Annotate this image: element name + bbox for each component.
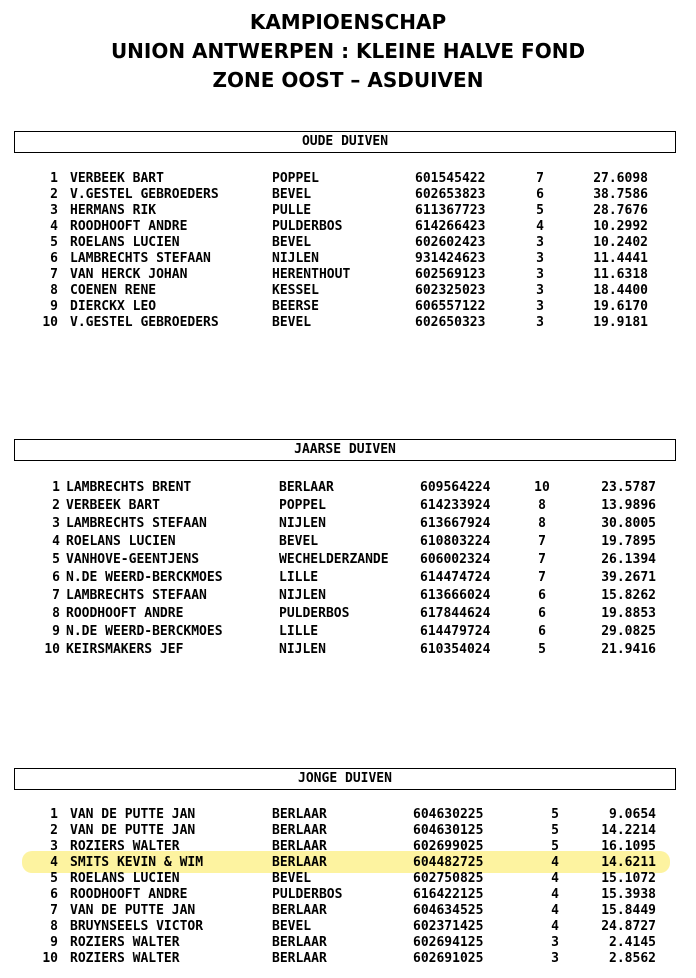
fancier-name-cell: LAMBRECHTS STEFAAN xyxy=(66,516,207,531)
table-row xyxy=(0,919,696,935)
place-cell: BERLAAR xyxy=(279,480,334,495)
rank-cell: 9 xyxy=(50,935,58,950)
points-cell: 18.4400 xyxy=(593,283,648,298)
rank-cell: 6 xyxy=(50,887,58,902)
fancier-name-cell: VERBEEK BART xyxy=(66,498,160,513)
rank-cell: 8 xyxy=(50,283,58,298)
ring-number-cell: 604630125 xyxy=(413,823,484,838)
section-title-jonge-duiven: JONGE DUIVEN xyxy=(14,768,676,790)
rank-cell: 7 xyxy=(50,903,58,918)
ring-number-cell: 606557122 xyxy=(415,299,486,314)
table-row xyxy=(0,533,696,551)
ring-number-cell: 602694125 xyxy=(413,935,484,950)
place-cell: PULDERBOS xyxy=(272,887,343,902)
fancier-name-cell: V.GESTEL GEBROEDERS xyxy=(70,315,219,330)
points-cell: 14.6211 xyxy=(601,855,656,870)
header-line-3: ZONE OOST – ASDUIVEN xyxy=(212,68,484,92)
place-cell: BERLAAR xyxy=(272,839,327,854)
fancier-name-cell: VANHOVE-GEENTJENS xyxy=(66,552,200,567)
prize-count-cell: 4 xyxy=(551,919,559,934)
prize-count-cell: 7 xyxy=(538,570,546,585)
table-row xyxy=(0,551,696,569)
table-row xyxy=(0,479,696,497)
ring-number-cell: 602691025 xyxy=(413,951,484,966)
prize-count-cell: 5 xyxy=(536,203,544,218)
rank-cell: 1 xyxy=(50,171,58,186)
ring-number-cell: 614233924 xyxy=(420,498,491,513)
points-cell: 24.8727 xyxy=(601,919,656,934)
rank-cell: 9 xyxy=(50,299,58,314)
rank-cell: 10 xyxy=(42,315,58,330)
header-line-2: UNION ANTWERPEN : KLEINE HALVE FOND xyxy=(110,39,586,63)
place-cell: NIJLEN xyxy=(279,516,326,531)
place-cell: LILLE xyxy=(279,570,319,585)
place-cell: BEVEL xyxy=(272,315,312,330)
rank-cell: 3 xyxy=(50,203,58,218)
prize-count-cell: 7 xyxy=(538,552,546,567)
place-cell: BERLAAR xyxy=(272,903,327,918)
place-cell: BEVEL xyxy=(272,187,312,202)
place-cell: PULLE xyxy=(272,203,312,218)
prize-count-cell: 5 xyxy=(538,642,546,657)
place-cell: BERLAAR xyxy=(272,823,327,838)
rank-cell: 5 xyxy=(50,235,58,250)
table-row xyxy=(0,497,696,515)
rank-cell: 9 xyxy=(52,624,60,639)
rank-cell: 1 xyxy=(52,480,60,495)
table-row xyxy=(0,235,696,251)
fancier-name-cell: ROELANS LUCIEN xyxy=(70,871,180,886)
place-cell: WECHELDERZANDE xyxy=(279,552,389,567)
header-line-1: KAMPIOENSCHAP xyxy=(249,10,447,34)
rank-cell: 8 xyxy=(50,919,58,934)
table-row xyxy=(0,903,696,919)
place-cell: BERLAAR xyxy=(272,951,327,966)
prize-count-cell: 10 xyxy=(534,480,550,495)
prize-count-cell: 5 xyxy=(551,839,559,854)
points-cell: 28.7676 xyxy=(593,203,648,218)
rank-cell: 10 xyxy=(42,951,58,966)
ring-number-cell: 602371425 xyxy=(413,919,484,934)
table-row xyxy=(0,267,696,283)
prize-count-cell: 4 xyxy=(551,871,559,886)
table-row xyxy=(0,299,696,315)
prize-count-cell: 3 xyxy=(536,235,544,250)
rank-cell: 8 xyxy=(52,606,60,621)
rank-cell: 2 xyxy=(50,823,58,838)
points-cell: 26.1394 xyxy=(601,552,656,567)
place-cell: POPPEL xyxy=(279,498,326,513)
prize-count-cell: 6 xyxy=(536,187,544,202)
ring-number-cell: 602602423 xyxy=(415,235,486,250)
prize-count-cell: 3 xyxy=(551,935,559,950)
place-cell: BERLAAR xyxy=(272,807,327,822)
rank-cell: 2 xyxy=(52,498,60,513)
fancier-name-cell: BRUYNSEELS VICTOR xyxy=(70,919,204,934)
rank-cell: 4 xyxy=(52,534,60,549)
fancier-name-cell: DIERCKX LEO xyxy=(70,299,157,314)
ring-number-cell: 604634525 xyxy=(413,903,484,918)
prize-count-cell: 8 xyxy=(538,498,546,513)
table-row xyxy=(0,855,696,871)
section-title-oude-duiven: OUDE DUIVEN xyxy=(14,131,676,153)
table-oude-duiven xyxy=(0,171,696,331)
table-row xyxy=(0,315,696,331)
ring-number-cell: 604630225 xyxy=(413,807,484,822)
rank-cell: 3 xyxy=(52,516,60,531)
table-row xyxy=(0,871,696,887)
fancier-name-cell: V.GESTEL GEBROEDERS xyxy=(70,187,219,202)
points-cell: 27.6098 xyxy=(593,171,648,186)
points-cell: 38.7586 xyxy=(593,187,648,202)
prize-count-cell: 8 xyxy=(538,516,546,531)
prize-count-cell: 6 xyxy=(538,624,546,639)
fancier-name-cell: COENEN RENE xyxy=(70,283,157,298)
place-cell: BEVEL xyxy=(272,919,312,934)
fancier-name-cell: VAN HERCK JOHAN xyxy=(70,267,188,282)
place-cell: PULDERBOS xyxy=(272,219,343,234)
ring-number-cell: 611367723 xyxy=(415,203,486,218)
place-cell: KESSEL xyxy=(272,283,319,298)
ring-number-cell: 613667924 xyxy=(420,516,491,531)
table-row xyxy=(0,641,696,659)
fancier-name-cell: VAN DE PUTTE JAN xyxy=(70,807,196,822)
points-cell: 14.2214 xyxy=(601,823,656,838)
ring-number-cell: 602325023 xyxy=(415,283,486,298)
prize-count-cell: 4 xyxy=(536,219,544,234)
fancier-name-cell: N.DE WEERD-BERCKMOES xyxy=(66,570,223,585)
ring-number-cell: 606002324 xyxy=(420,552,491,567)
prize-count-cell: 3 xyxy=(536,267,544,282)
fancier-name-cell: ROELANS LUCIEN xyxy=(70,235,180,250)
table-row xyxy=(0,187,696,203)
place-cell: BERLAAR xyxy=(272,935,327,950)
prize-count-cell: 7 xyxy=(536,171,544,186)
table-row xyxy=(0,887,696,903)
points-cell: 15.1072 xyxy=(601,871,656,886)
ring-number-cell: 602699025 xyxy=(413,839,484,854)
prize-count-cell: 7 xyxy=(538,534,546,549)
points-cell: 19.6170 xyxy=(593,299,648,314)
points-cell: 39.2671 xyxy=(601,570,656,585)
points-cell: 15.8449 xyxy=(601,903,656,918)
rank-cell: 5 xyxy=(52,552,60,567)
ring-number-cell: 602569123 xyxy=(415,267,486,282)
section-title-jaarse-duiven: JAARSE DUIVEN xyxy=(14,439,676,461)
place-cell: BERLAAR xyxy=(272,855,327,870)
table-row xyxy=(0,839,696,855)
rank-cell: 10 xyxy=(44,642,60,657)
points-cell: 30.8005 xyxy=(601,516,656,531)
table-row xyxy=(0,807,696,823)
ring-number-cell: 604482725 xyxy=(413,855,484,870)
table-row xyxy=(0,623,696,641)
ring-number-cell: 602750825 xyxy=(413,871,484,886)
ring-number-cell: 614474724 xyxy=(420,570,491,585)
points-cell: 13.9896 xyxy=(601,498,656,513)
prize-count-cell: 3 xyxy=(551,951,559,966)
prize-count-cell: 5 xyxy=(551,807,559,822)
table-row xyxy=(0,203,696,219)
fancier-name-cell: LAMBRECHTS BRENT xyxy=(66,480,192,495)
fancier-name-cell: N.DE WEERD-BERCKMOES xyxy=(66,624,223,639)
points-cell: 9.0654 xyxy=(609,807,656,822)
fancier-name-cell: ROZIERS WALTER xyxy=(70,935,180,950)
table-row xyxy=(0,171,696,187)
prize-count-cell: 3 xyxy=(536,315,544,330)
ring-number-cell: 613666024 xyxy=(420,588,491,603)
place-cell: LILLE xyxy=(279,624,319,639)
fancier-name-cell: SMITS KEVIN & WIM xyxy=(70,855,204,870)
points-cell: 11.4441 xyxy=(593,251,648,266)
fancier-name-cell: ROZIERS WALTER xyxy=(70,951,180,966)
points-cell: 15.8262 xyxy=(601,588,656,603)
ring-number-cell: 609564224 xyxy=(420,480,491,495)
prize-count-cell: 3 xyxy=(536,299,544,314)
table-row xyxy=(0,515,696,533)
fancier-name-cell: LAMBRECHTS STEFAAN xyxy=(66,588,207,603)
rank-cell: 6 xyxy=(52,570,60,585)
points-cell: 16.1095 xyxy=(601,839,656,854)
table-row xyxy=(0,823,696,839)
rank-cell: 7 xyxy=(52,588,60,603)
place-cell: NIJLEN xyxy=(279,588,326,603)
fancier-name-cell: VAN DE PUTTE JAN xyxy=(70,823,196,838)
rank-cell: 4 xyxy=(50,219,58,234)
ring-number-cell: 602653823 xyxy=(415,187,486,202)
rank-cell: 4 xyxy=(50,855,58,870)
rank-cell: 3 xyxy=(50,839,58,854)
place-cell: BEVEL xyxy=(272,235,312,250)
table-jaarse-duiven xyxy=(0,479,696,659)
table-row xyxy=(0,251,696,267)
place-cell: POPPEL xyxy=(272,171,319,186)
prize-count-cell: 4 xyxy=(551,855,559,870)
fancier-name-cell: ROODHOOFT ANDRE xyxy=(66,606,184,621)
fancier-name-cell: ROODHOOFT ANDRE xyxy=(70,219,188,234)
points-cell: 10.2402 xyxy=(593,235,648,250)
points-cell: 2.8562 xyxy=(609,951,656,966)
table-row xyxy=(0,569,696,587)
ring-number-cell: 614266423 xyxy=(415,219,486,234)
ring-number-cell: 602650323 xyxy=(415,315,486,330)
table-jonge-duiven xyxy=(0,807,696,967)
place-cell: BEVEL xyxy=(279,534,319,549)
place-cell: PULDERBOS xyxy=(279,606,350,621)
fancier-name-cell: ROODHOOFT ANDRE xyxy=(70,887,188,902)
ring-number-cell: 616422125 xyxy=(413,887,484,902)
ring-number-cell: 617844624 xyxy=(420,606,491,621)
prize-count-cell: 5 xyxy=(551,823,559,838)
table-row xyxy=(0,935,696,951)
points-cell: 19.9181 xyxy=(593,315,648,330)
rank-cell: 5 xyxy=(50,871,58,886)
table-row xyxy=(0,605,696,623)
ring-number-cell: 610803224 xyxy=(420,534,491,549)
table-row xyxy=(0,283,696,299)
place-cell: NIJLEN xyxy=(279,642,326,657)
ring-number-cell: 601545422 xyxy=(415,171,486,186)
document-header xyxy=(0,8,696,95)
rank-cell: 1 xyxy=(50,807,58,822)
fancier-name-cell: KEIRSMAKERS JEF xyxy=(66,642,184,657)
prize-count-cell: 6 xyxy=(538,588,546,603)
points-cell: 19.7895 xyxy=(601,534,656,549)
ring-number-cell: 931424623 xyxy=(415,251,486,266)
points-cell: 10.2992 xyxy=(593,219,648,234)
table-row xyxy=(0,951,696,967)
fancier-name-cell: ROELANS LUCIEN xyxy=(66,534,176,549)
table-row xyxy=(0,219,696,235)
points-cell: 23.5787 xyxy=(601,480,656,495)
place-cell: BEVEL xyxy=(272,871,312,886)
rank-cell: 2 xyxy=(50,187,58,202)
points-cell: 29.0825 xyxy=(601,624,656,639)
fancier-name-cell: VAN DE PUTTE JAN xyxy=(70,903,196,918)
prize-count-cell: 3 xyxy=(536,283,544,298)
place-cell: NIJLEN xyxy=(272,251,319,266)
rank-cell: 7 xyxy=(50,267,58,282)
points-cell: 11.6318 xyxy=(593,267,648,282)
fancier-name-cell: LAMBRECHTS STEFAAN xyxy=(70,251,211,266)
table-row xyxy=(0,587,696,605)
prize-count-cell: 3 xyxy=(536,251,544,266)
rank-cell: 6 xyxy=(50,251,58,266)
points-cell: 2.4145 xyxy=(609,935,656,950)
fancier-name-cell: VERBEEK BART xyxy=(70,171,164,186)
fancier-name-cell: HERMANS RIK xyxy=(70,203,157,218)
points-cell: 21.9416 xyxy=(601,642,656,657)
points-cell: 19.8853 xyxy=(601,606,656,621)
ring-number-cell: 614479724 xyxy=(420,624,491,639)
place-cell: HERENTHOUT xyxy=(272,267,351,282)
prize-count-cell: 4 xyxy=(551,887,559,902)
prize-count-cell: 6 xyxy=(538,606,546,621)
points-cell: 15.3938 xyxy=(601,887,656,902)
place-cell: BEERSE xyxy=(272,299,319,314)
ring-number-cell: 610354024 xyxy=(420,642,491,657)
prize-count-cell: 4 xyxy=(551,903,559,918)
fancier-name-cell: ROZIERS WALTER xyxy=(70,839,180,854)
